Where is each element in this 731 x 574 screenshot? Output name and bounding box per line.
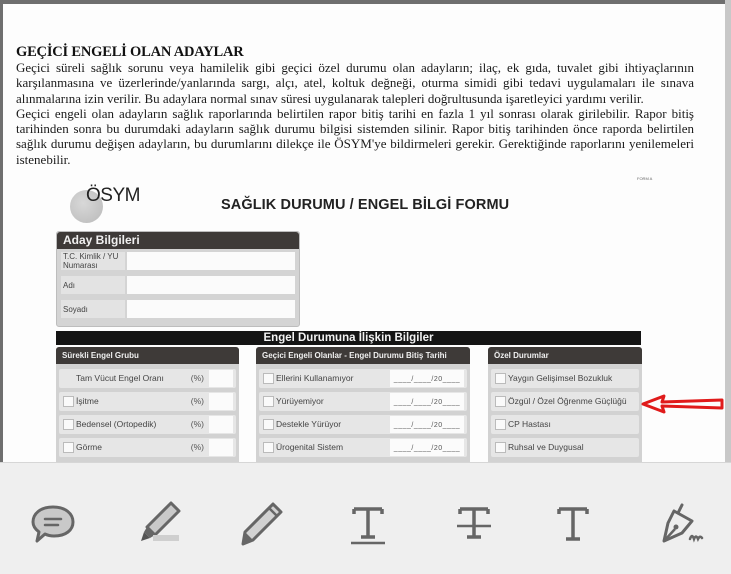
item-label: Özgül / Özel Öğrenme Güçlüğü xyxy=(508,396,627,406)
adi-input[interactable] xyxy=(127,276,295,294)
percent-input[interactable] xyxy=(209,416,233,433)
annotation-toolbar xyxy=(0,462,731,574)
highlighter-icon xyxy=(133,499,183,549)
list-item xyxy=(59,415,236,434)
section-title: GEÇİCİ ENGELİ OLAN ADAYLAR xyxy=(16,44,244,60)
soyadi-input[interactable] xyxy=(127,300,295,318)
field-label: Soyadı xyxy=(61,300,125,318)
item-label: Bedensel (Ortopedik) xyxy=(76,419,157,429)
date-input[interactable]: ____/____/20____ xyxy=(390,393,464,410)
underline-button[interactable] xyxy=(343,499,393,549)
checkbox[interactable] xyxy=(495,373,506,384)
text-strikethrough-icon xyxy=(449,499,499,549)
item-label: Destekle Yürüyor xyxy=(276,419,342,429)
strikethrough-button[interactable] xyxy=(449,499,499,549)
list-item xyxy=(59,438,236,457)
list-item xyxy=(259,369,467,388)
percent-label: (%) xyxy=(190,373,204,383)
percent-input[interactable] xyxy=(209,370,233,387)
pencil-icon xyxy=(236,499,286,549)
speech-bubble-icon xyxy=(28,499,78,549)
checkbox[interactable] xyxy=(263,396,274,407)
checkbox[interactable] xyxy=(63,442,74,453)
ozel-durumlar-column xyxy=(488,347,642,462)
text-icon xyxy=(548,499,598,549)
surekli-header: Sürekli Engel Grubu xyxy=(56,347,239,364)
paragraph: Geçici süreli sağlık sorunu veya hamilelik gibi geçici özel durumu olan adayların; ilaç, ek gıda, tuvalet gibi ihtiyaçlarının karşılanmasına ve üzerlerinde/yanlarında sargı, alçı, atel, koltuk değneği, oturma simidi gibi tedavi uygulamaları ile sınava alınmalarına izin verilir. Bu adaylara normal sınav süresi uygulanarak talepleri doğrultusunda işaretleyici yardımı verilir. xyxy=(16,60,694,106)
list-item xyxy=(259,392,467,411)
osym-logo xyxy=(66,184,156,224)
draw-button[interactable] xyxy=(236,499,286,549)
checkbox[interactable] xyxy=(263,419,274,430)
checkbox[interactable] xyxy=(63,396,74,407)
text-button[interactable] xyxy=(548,499,598,549)
list-item xyxy=(59,392,236,411)
aday-header: Aday Bilgileri xyxy=(57,232,299,249)
logo-text: ÖSYM xyxy=(86,185,140,206)
signature-button[interactable] xyxy=(656,499,706,549)
checkbox[interactable] xyxy=(495,419,506,430)
field-row xyxy=(58,298,298,320)
item-label: Yürüyemiyor xyxy=(276,396,324,406)
item-label: Ellerini Kullanamıyor xyxy=(276,373,354,383)
list-item xyxy=(491,392,639,411)
scrollbar[interactable] xyxy=(725,0,731,462)
item-label: Yaygın Gelişimsel Bozukluk xyxy=(508,373,613,383)
engel-header: Engel Durumuna İlişkin Bilgiler xyxy=(56,331,641,345)
list-item xyxy=(491,369,639,388)
body-text xyxy=(16,60,694,167)
text-underline-icon xyxy=(343,499,393,549)
tc-kimlik-input[interactable] xyxy=(127,252,295,270)
field-row xyxy=(58,274,298,296)
percent-input[interactable] xyxy=(209,439,233,456)
percent-label: (%) xyxy=(190,442,204,452)
gecici-engel-column xyxy=(256,347,470,462)
item-label: Ruhsal ve Duygusal xyxy=(508,442,584,452)
item-label: Görme xyxy=(76,442,102,452)
checkbox[interactable] xyxy=(263,442,274,453)
checkbox[interactable] xyxy=(495,396,506,407)
red-arrow-annotation xyxy=(640,394,725,414)
field-label: Adı xyxy=(61,276,125,294)
aday-bilgileri-box xyxy=(56,231,300,327)
percent-input[interactable] xyxy=(209,393,233,410)
list-item xyxy=(491,415,639,434)
date-input[interactable]: ____/____/20____ xyxy=(390,439,464,456)
percent-label: (%) xyxy=(190,396,204,406)
percent-label: (%) xyxy=(190,419,204,429)
date-input[interactable]: ____/____/20____ xyxy=(390,370,464,387)
paragraph: Geçici engeli olan adayların sağlık raporlarında belirtilen rapor bitiş tarihi en fazla 1 yıl sonrası olarak girilebilir. Rapor bitiş tarihinden sonra bu durumdaki adayların sağlık durumu bilgisi sistemden silinir. Rapor bitiş tarihinden önce raporda belirtilen sağlık durumu değişen adayların, bu durumlarını dilekçe ile ÖSYM'ye bildirmeleri gerekir. Gerektiğinde raporlarını yenilemeleri istenebilir. xyxy=(16,105,694,167)
form-code: FORM A xyxy=(637,176,653,181)
item-label: Ürogenital Sistem xyxy=(276,442,344,452)
list-item xyxy=(59,369,236,388)
list-item xyxy=(491,438,639,457)
item-label: İşitme xyxy=(76,396,99,406)
checkbox[interactable] xyxy=(263,373,274,384)
gecici-header: Geçici Engeli Olanlar - Engel Durumu Bitiş Tarihi xyxy=(256,347,470,364)
surekli-engel-column xyxy=(56,347,239,462)
comment-button[interactable] xyxy=(28,499,78,549)
item-label: Tam Vücut Engel Oranı xyxy=(76,373,164,383)
date-input[interactable]: ____/____/20____ xyxy=(390,416,464,433)
ozel-header: Özel Durumlar xyxy=(488,347,642,364)
item-label: CP Hastası xyxy=(508,419,551,429)
field-label: T.C. Kimlik / YU Numarası xyxy=(61,252,125,270)
form-title: SAĞLIK DURUMU / ENGEL BİLGİ FORMU xyxy=(221,197,510,213)
highlight-button[interactable] xyxy=(133,499,183,549)
checkbox[interactable] xyxy=(495,442,506,453)
field-row xyxy=(58,250,298,272)
checkbox[interactable] xyxy=(63,419,74,430)
signature-pen-icon xyxy=(656,499,706,549)
list-item xyxy=(259,415,467,434)
list-item xyxy=(259,438,467,457)
